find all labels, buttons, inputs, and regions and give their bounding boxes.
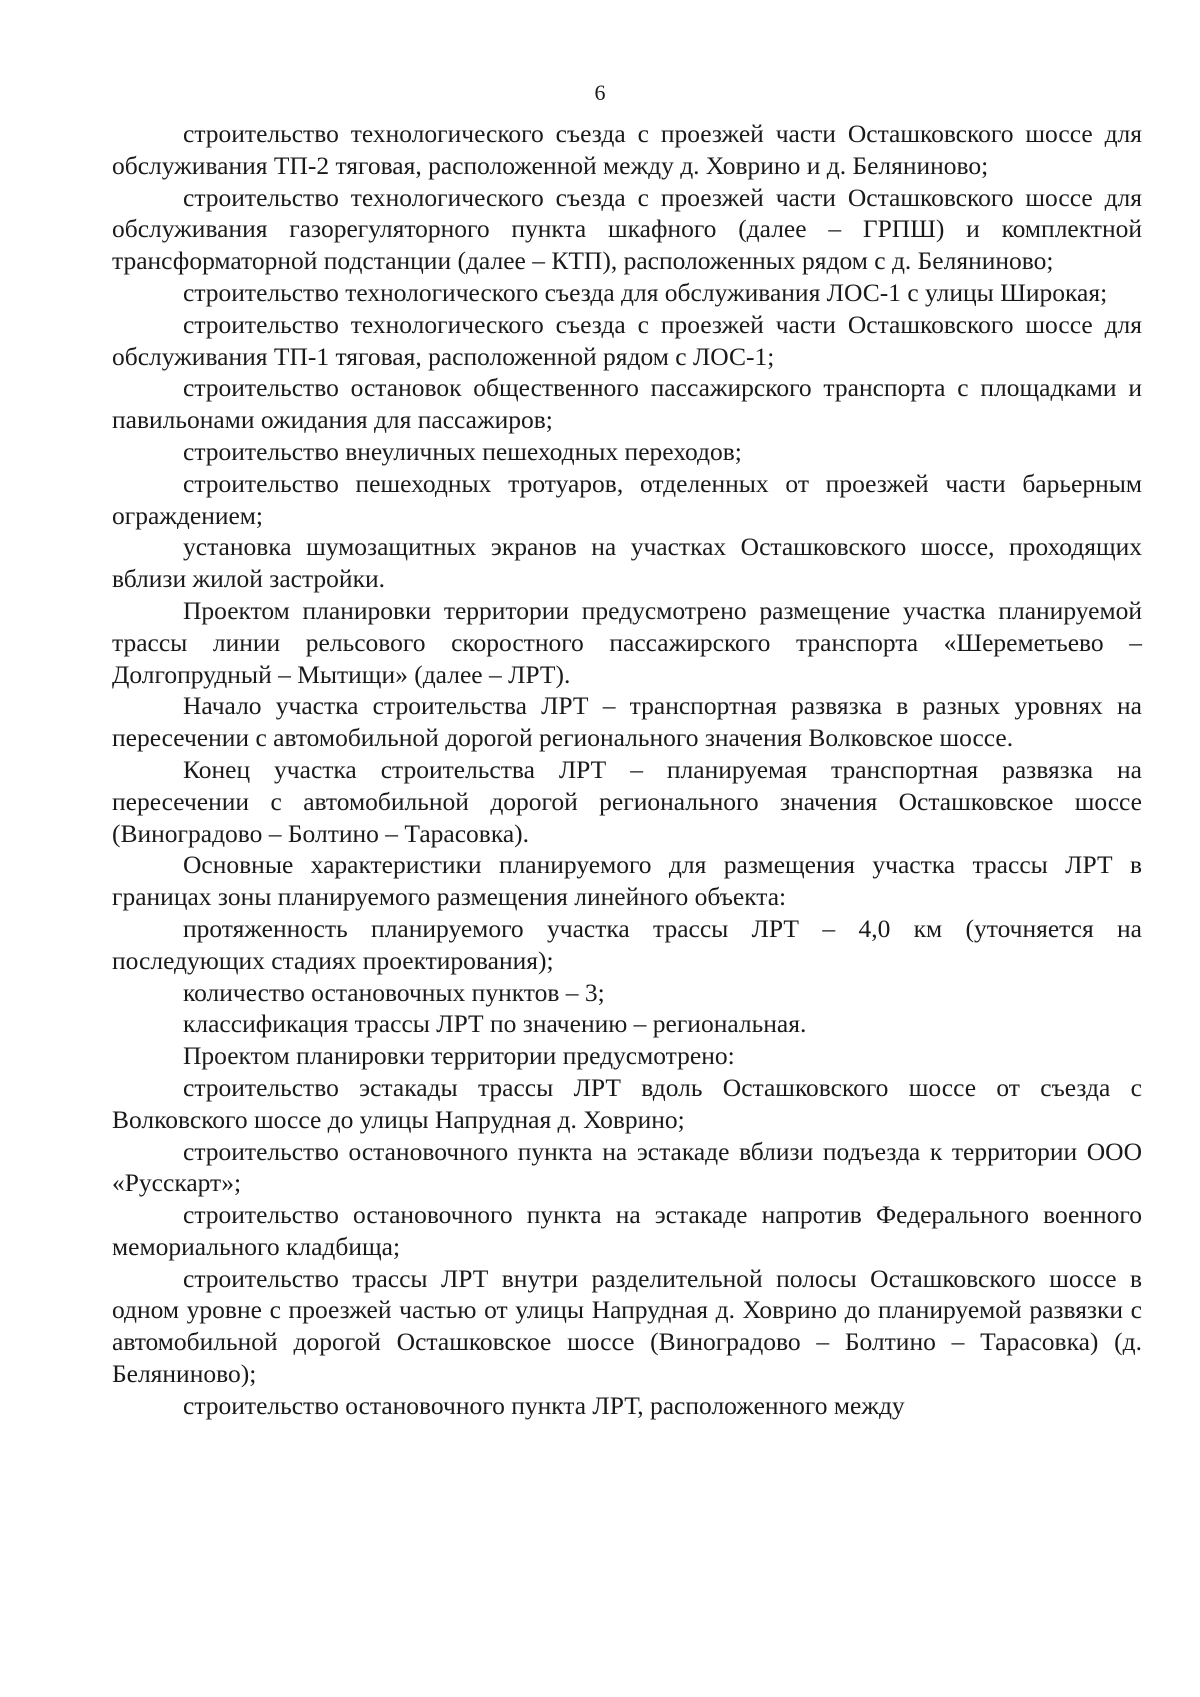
- paragraph: установка шумозащитных экранов на участках Осташковского шоссе, проходящих вблизи жилой застройки.: [112, 532, 1142, 594]
- paragraph: строительство внеуличных пешеходных переходов;: [183, 436, 742, 466]
- paragraph: строительство остановочного пункта на эстакаде напротив Федерального военного мемориального кладбища;: [112, 1200, 1142, 1261]
- paragraph: количество остановочных пунктов – 3;: [183, 977, 605, 1007]
- paragraph: строительство пешеходных тротуаров, отделенных от проезжей части барьерным ограждением;: [112, 468, 1142, 530]
- paragraph: Проектом планировки территории предусмотрено:: [183, 1041, 735, 1071]
- paragraph: классификация трассы ЛРТ по значению – региональная.: [183, 1009, 807, 1039]
- paragraph: строительство остановочного пункта на эстакаде вблизи подъезда к территории ООО «Русскарт»;: [112, 1136, 1142, 1198]
- paragraph: строительство технологического съезда с проезжей части Осташковского шоссе для обслуживания ТП-1 тяговая, расположенной рядом с ЛОС-1;: [112, 309, 1142, 371]
- page-number: 6: [594, 80, 606, 105]
- paragraph: строительство технологического съезда с проезжей части Осташковского шоссе для обслуживания газорегуляторного пункта шкафного (далее – ГРПШ) и комплектной трансформаторной подстанции (далее – КТП), расположенных рядом с д. Беляниново;: [112, 182, 1142, 276]
- paragraph: строительство трассы ЛРТ внутри разделительной полосы Осташковского шоссе в одном уровне с проезжей частью от улицы Напрудная д. Ховрино до планируемой развязки с автомобильной дорогой Осташковское шоссе (Виноградово – Болтино – Тарасовка) (д. Беляниново);: [112, 1263, 1142, 1389]
- document-body: [112, 118, 1142, 1422]
- paragraph: протяженность планируемого участка трассы ЛРТ – 4,0 км (уточняется на последующих стадиях проектирования);: [112, 913, 1142, 975]
- paragraph: строительство технологического съезда для обслуживания ЛОС-1 с улицы Широкая;: [183, 277, 1108, 307]
- paragraph: Начало участка строительства ЛРТ – транспортная развязка в разных уровнях на пересечении с автомобильной дорогой регионального значения Волковское шоссе.: [112, 691, 1142, 753]
- paragraph: строительство остановок общественного пассажирского транспорта с площадками и павильонами ожидания для пассажиров;: [112, 373, 1142, 435]
- paragraph: строительство технологического съезда с проезжей части Осташковского шоссе для обслуживания ТП-2 тяговая, расположенной между д. Ховрино и д. Беляниново;: [112, 119, 1142, 180]
- paragraph: Конец участка строительства ЛРТ – планируемая транспортная развязка на пересечении с автомобильной дорогой регионального значения Осташковское шоссе (Виноградово – Болтино – Тарасовка).: [112, 754, 1142, 848]
- paragraph: Основные характеристики планируемого для размещения участка трассы ЛРТ в границах зоны планируемого размещения линейного объекта:: [112, 850, 1142, 912]
- paragraph: строительство эстакады трассы ЛРТ вдоль Осташковского шоссе от съезда с Волковского шоссе до улицы Напрудная д. Ховрино;: [112, 1072, 1142, 1134]
- paragraph: строительство остановочного пункта ЛРТ, расположенного между: [183, 1390, 905, 1420]
- paragraph: Проектом планировки территории предусмотрено размещение участка планируемой трассы линии рельсового скоростного пассажирского транспорта «Шереметьево – Долгопрудный – Мытищи» (далее – ЛРТ).: [112, 595, 1142, 689]
